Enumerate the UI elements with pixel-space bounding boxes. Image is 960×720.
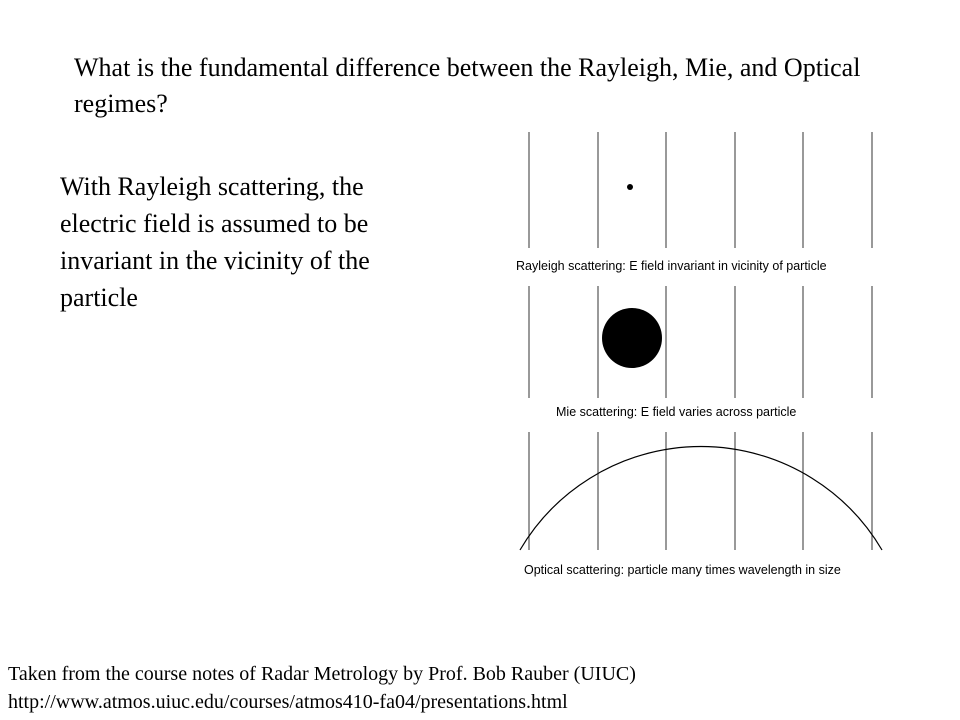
source-credit: [8, 660, 948, 716]
small-particle: [627, 184, 633, 190]
mie-wavefront-lines: [529, 286, 872, 398]
rayleigh-explanation: With Rayleigh scattering, the electric field is assumed to be invariant in the vicinity of the particle: [60, 172, 370, 312]
rayleigh-caption: Rayleigh scattering: E field invariant in vicinity of particle: [516, 259, 827, 273]
mie-panel: [529, 286, 872, 419]
medium-particle: [602, 308, 662, 368]
optical-panel: [520, 432, 882, 577]
scattering-regimes-diagram: [500, 128, 900, 588]
optical-wavefront-lines: [529, 432, 872, 550]
mie-caption: Mie scattering: E field varies across particle: [556, 405, 797, 419]
credit-url: http://www.atmos.uiuc.edu/courses/atmos410-fa04/presentations.html: [8, 691, 568, 713]
optical-caption: Optical scattering: particle many times wavelength in size: [524, 563, 841, 577]
credit-text: Taken from the course notes of Radar Metrology by Prof. Bob Rauber (UIUC): [8, 663, 636, 685]
rayleigh-wavefront-lines: [529, 132, 872, 248]
rayleigh-panel: [516, 132, 872, 273]
large-particle-arc: [520, 446, 882, 550]
slide-question: What is the fundamental difference between the Rayleigh, Mie, and Optical regimes?: [74, 53, 861, 118]
